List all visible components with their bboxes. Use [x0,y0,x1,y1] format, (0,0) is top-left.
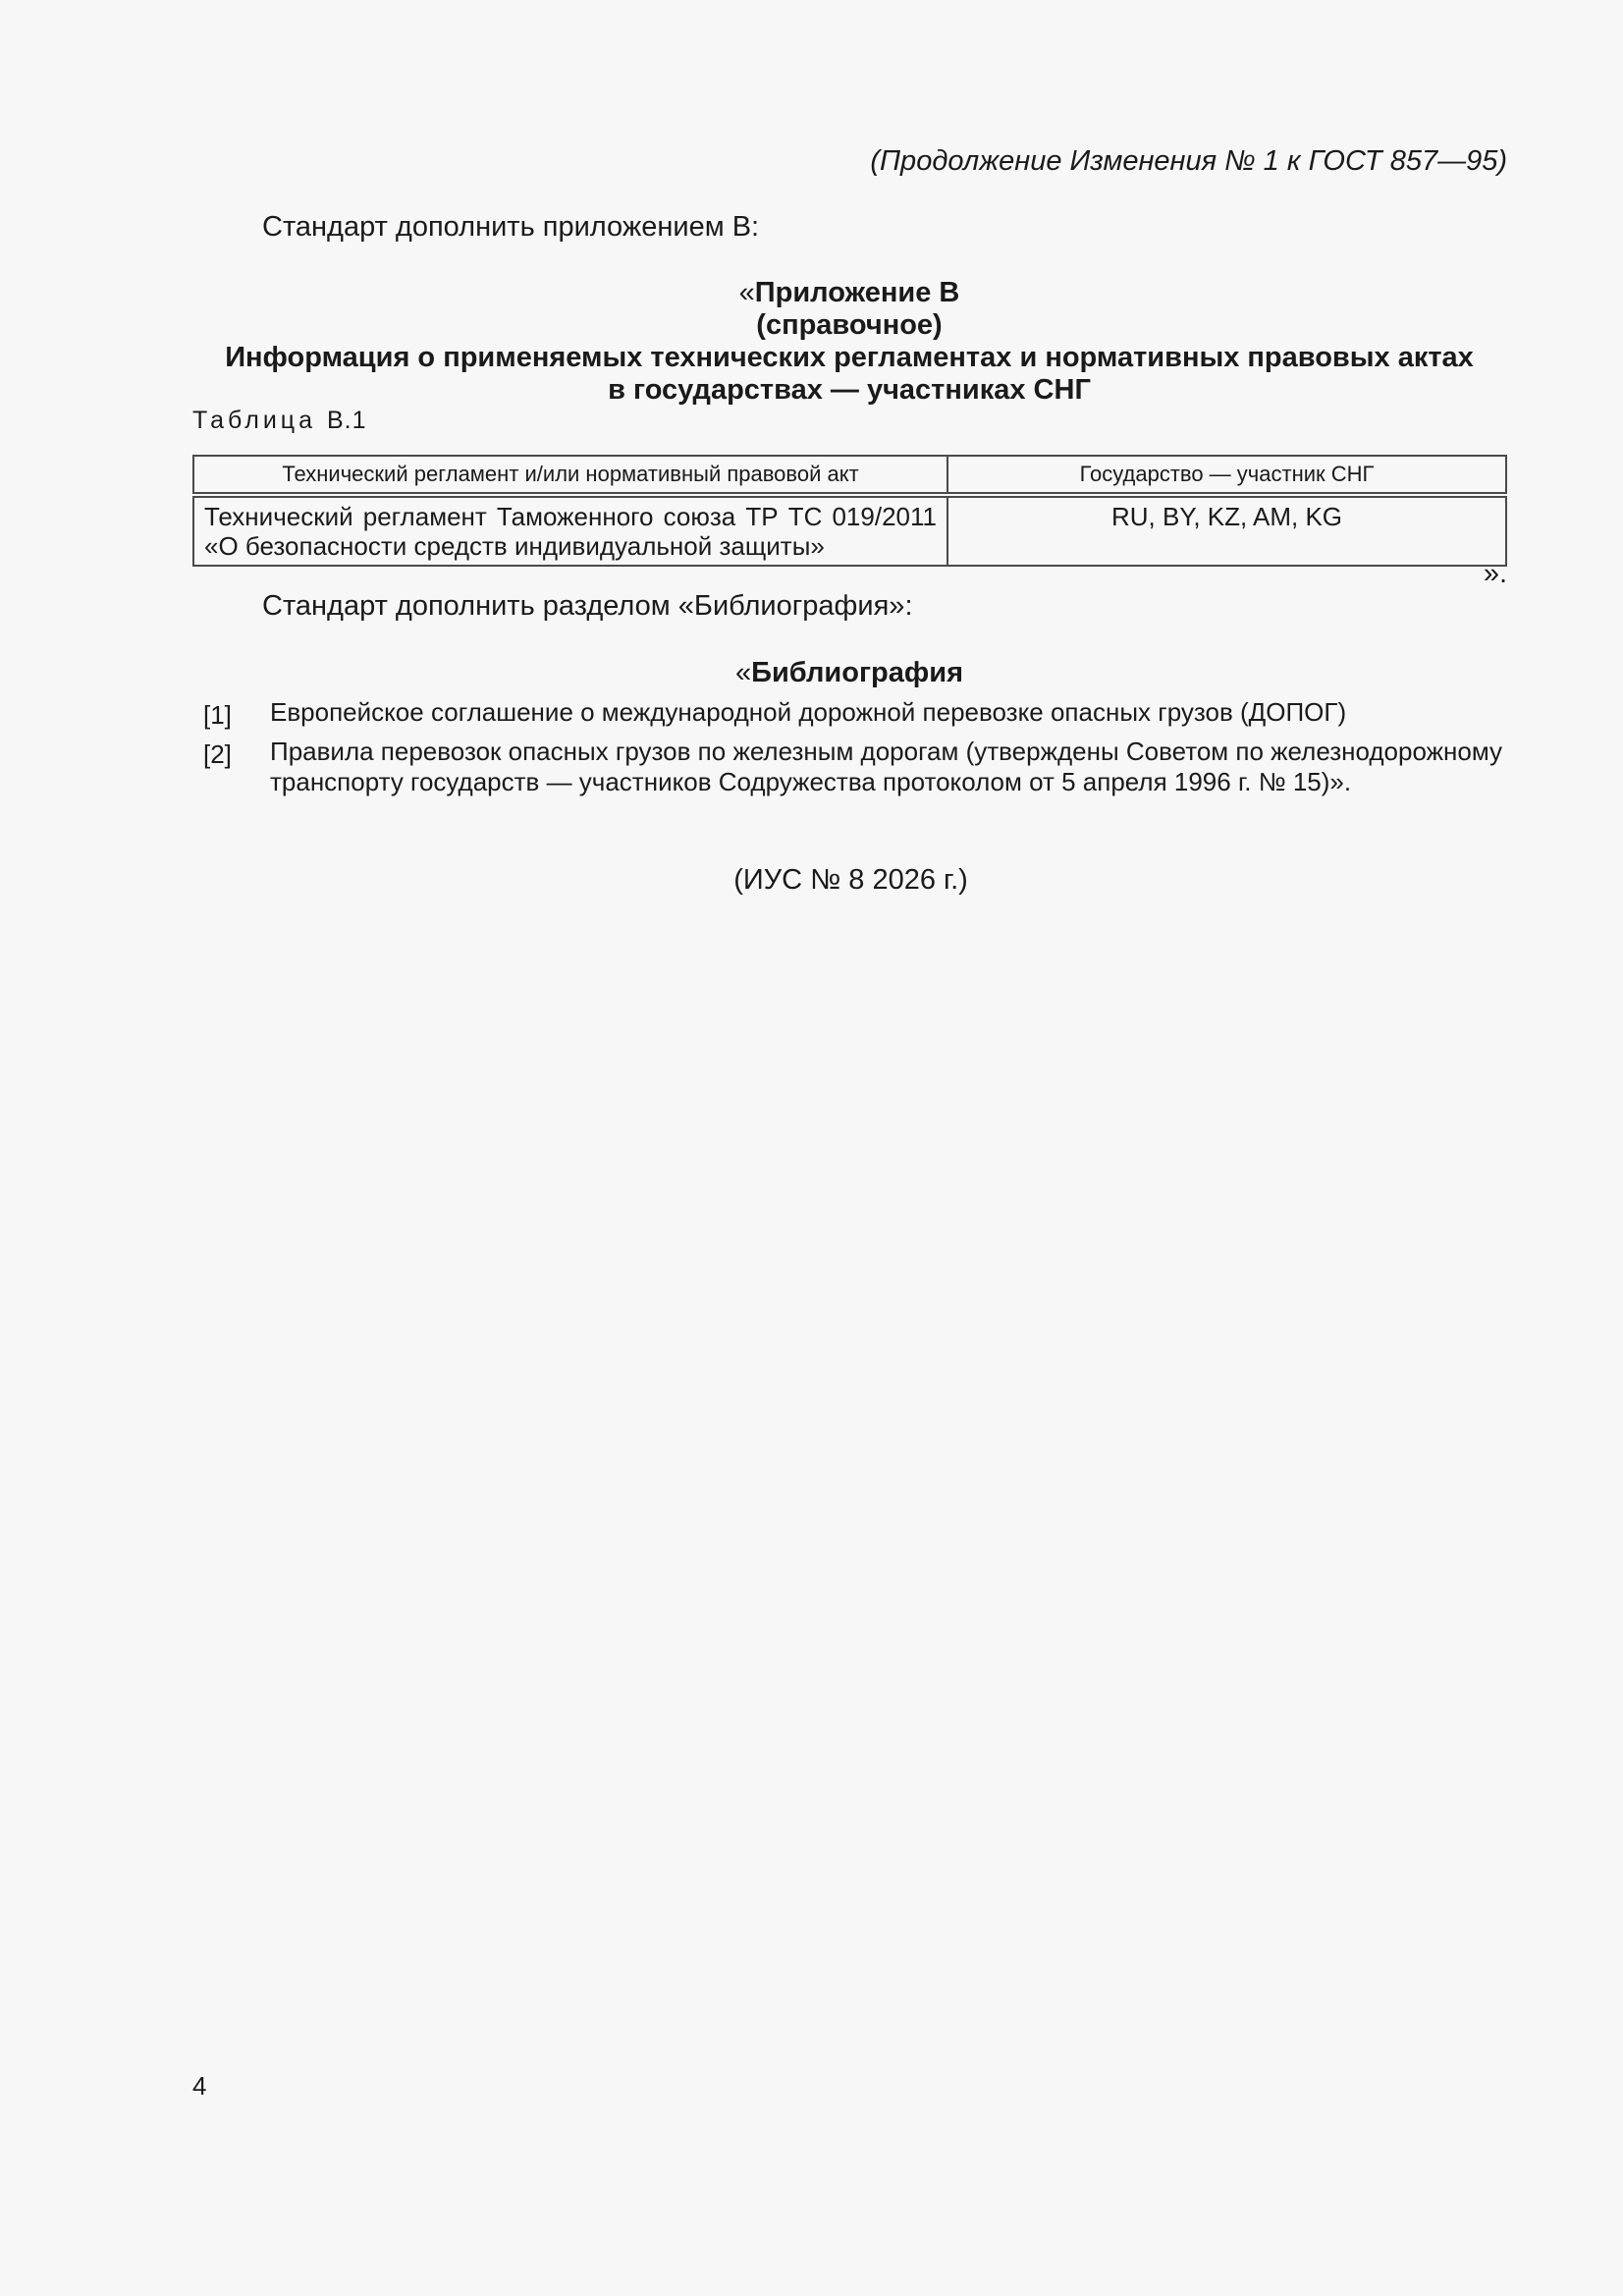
bibliography-item-text: Европейское соглашение о международной дорожной перевозке опасных грузов (ДОПОГ) [270,697,1347,727]
table-label [192,407,367,435]
table-header-row [193,456,1506,495]
regulations-table [192,455,1507,567]
table-row [193,495,1506,566]
appendix-heading-line2: в государствах — участниках СНГ [608,374,1091,406]
bibliography-heading [191,657,1507,689]
bibliography-item-number: [1] [203,700,232,730]
table-cell-act: Технический регламент Таможенного союза ТР ТС 019/2011 «О безопасности средств индивидуальной защиты» [193,495,947,566]
appendix-heading [191,277,1507,407]
table-closing-quote: ». [1483,558,1507,589]
appendix-quote-open: « [738,277,755,308]
table-header-act: Технический регламент и/или нормативный правовой акт [193,456,947,495]
appendix-subtitle: (справочное) [756,309,943,341]
appendix-heading-line1: Информация о применяемых технических регламентах и нормативных правовых актах [225,342,1474,373]
appendix-title [191,277,1507,309]
bibliography-title: Библиография [751,657,963,688]
continuation-header: (Продолжение Изменения № 1 к ГОСТ 857—95) [870,145,1507,177]
appendix-title-text: Приложение В [754,277,960,308]
bibliography-item-text: Правила перевозок опасных грузов по железным дорогам (утверждены Советом по железнодорожному транспорту государств — участников Содружества протоколом от 5 апреля 1996 г. № 15)». [270,737,1503,796]
table-header-state: Государство — участник СНГ [947,456,1506,495]
page-number: 4 [192,2071,207,2101]
table-label-number: В.1 [326,407,367,434]
ius-reference: (ИУС № 8 2026 г.) [733,864,968,896]
table-cell-states: RU, BY, KZ, AM, KG [947,495,1506,566]
intro-bibliography-text: Стандарт дополнить разделом «Библиография»: [262,590,913,622]
table-label-word: Таблица [192,407,317,434]
bibliography-quote-open: « [734,657,752,688]
bibliography-item-number: [2] [203,739,232,769]
intro-appendix-text: Стандарт дополнить приложением В: [262,211,760,243]
